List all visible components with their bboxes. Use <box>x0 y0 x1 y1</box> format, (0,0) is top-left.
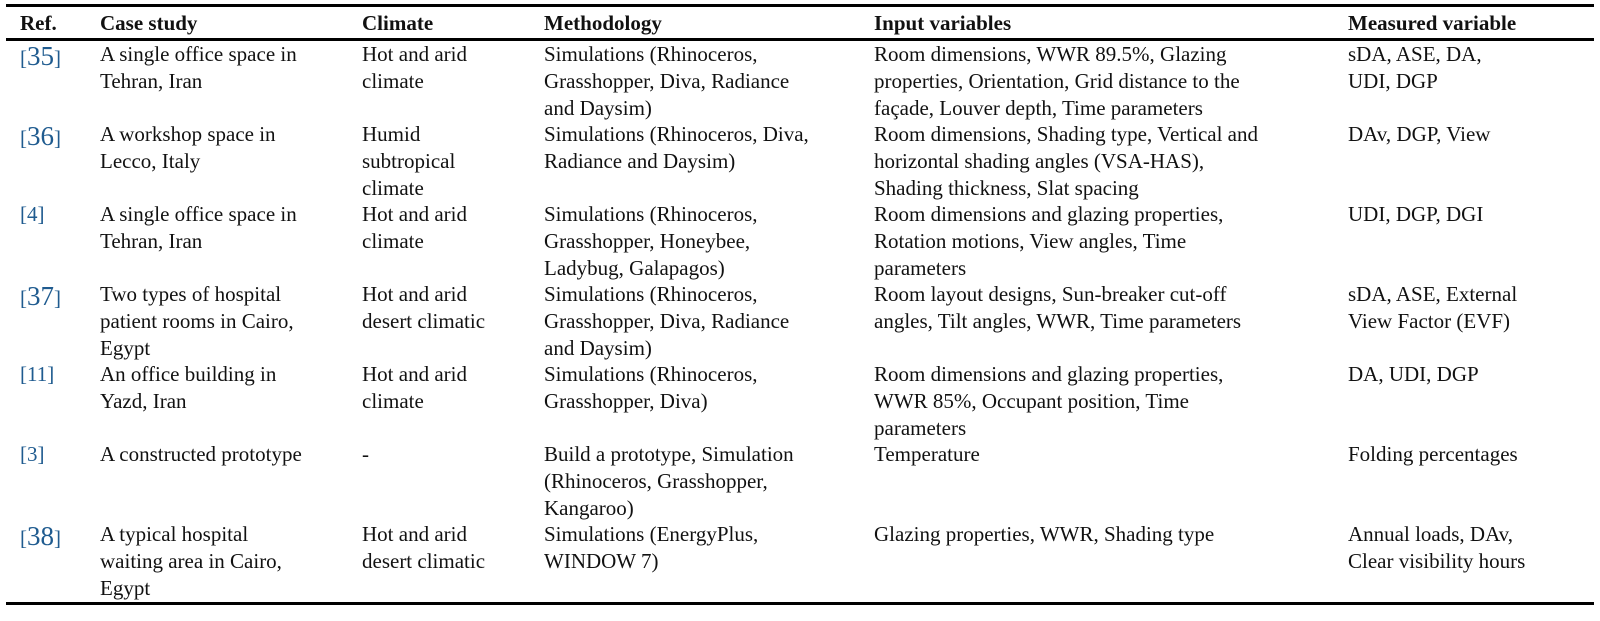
methodology-cell: Simulations (Rhinoceros, Grasshopper, Honeybee, Ladybug, Galapagos) <box>544 202 758 280</box>
methodology-cell: Simulations (Rhinoceros, Grasshopper, Diva, Radiance and Daysim) <box>544 282 790 360</box>
climate-cell: Hot and arid climate <box>362 362 467 413</box>
ref-link[interactable]: [11] <box>20 362 55 386</box>
case-study-cell: Two types of hospital patient rooms in Cairo, Egypt <box>100 282 294 360</box>
table-row <box>6 521 1594 601</box>
climate-cell: Hot and arid desert climatic <box>362 522 486 573</box>
measured-variable-cell: sDA, ASE, DA, UDI, DGP <box>1348 42 1482 93</box>
header-climate: Climate <box>362 11 434 35</box>
measured-variable-cell: DA, UDI, DGP <box>1348 362 1479 386</box>
ref-number[interactable]: 11 <box>27 362 48 386</box>
case-study-cell: A constructed prototype <box>100 442 302 466</box>
methodology-cell: Simulations (EnergyPlus, WINDOW 7) <box>544 522 759 573</box>
input-variables-cell: Temperature <box>874 442 980 466</box>
case-study-cell: A typical hospital waiting area in Cairo, Egypt <box>100 522 282 600</box>
methodology-cell: Simulations (Rhinoceros, Grasshopper, Diva) <box>544 362 758 413</box>
methodology-cell: Simulations (Rhinoceros, Grasshopper, Diva, Radiance and Daysim) <box>544 42 790 120</box>
measured-variable-cell: DAv, DGP, View <box>1348 122 1491 146</box>
measured-variable-cell: Annual loads, DAv, Clear visibility hours <box>1348 522 1526 573</box>
table-row <box>6 201 1594 281</box>
comparison-table <box>6 4 1594 605</box>
header-case-study: Case study <box>100 11 198 35</box>
ref-link[interactable]: [35] <box>20 41 61 71</box>
header-ref: Ref. <box>20 11 57 35</box>
ref-number[interactable]: 3 <box>27 442 38 466</box>
table-body <box>6 41 1594 601</box>
bottom-rule <box>6 602 1594 605</box>
ref-number[interactable]: 4 <box>27 202 38 226</box>
ref-link[interactable]: [4] <box>20 202 45 226</box>
header-input-variables: Input variables <box>874 11 1012 35</box>
table-row <box>6 281 1594 361</box>
table-row <box>6 361 1594 441</box>
ref-link[interactable]: [37] <box>20 281 61 311</box>
input-variables-cell: Room dimensions and glazing properties, WWR 85%, Occupant position, Time parameters <box>874 362 1224 440</box>
case-study-cell: A single office space in Tehran, Iran <box>100 42 297 93</box>
climate-cell: Hot and arid desert climatic <box>362 282 486 333</box>
measured-variable-cell: UDI, DGP, DGI <box>1348 202 1484 226</box>
ref-link[interactable]: [38] <box>20 521 61 551</box>
ref-number[interactable]: 35 <box>27 41 54 71</box>
header-row <box>6 7 1594 38</box>
ref-link[interactable]: [3] <box>20 442 45 466</box>
input-variables-cell: Glazing properties, WWR, Shading type <box>874 522 1215 546</box>
climate-cell: - <box>362 442 369 466</box>
climate-cell: Humid subtropical climate <box>362 122 456 200</box>
climate-cell: Hot and arid climate <box>362 42 467 93</box>
input-variables-cell: Room dimensions and glazing properties, Rotation motions, View angles, Time parameters <box>874 202 1224 280</box>
input-variables-cell: Room dimensions, WWR 89.5%, Glazing properties, Orientation, Grid distance to the façade, Louver depth, Time parameters <box>874 42 1240 120</box>
input-variables-cell: Room layout designs, Sun-breaker cut-off angles, Tilt angles, WWR, Time parameters <box>874 282 1242 333</box>
methodology-cell: Simulations (Rhinoceros, Diva, Radiance and Daysim) <box>544 122 809 173</box>
methodology-cell: Build a prototype, Simulation (Rhinoceros, Grasshopper, Kangaroo) <box>544 442 794 520</box>
case-study-cell: A workshop space in Lecco, Italy <box>100 122 276 173</box>
ref-link[interactable]: [36] <box>20 121 61 151</box>
ref-number[interactable]: 38 <box>27 521 54 551</box>
header-methodology: Methodology <box>544 11 662 35</box>
table-row <box>6 41 1594 121</box>
header-measured-variable: Measured variable <box>1348 11 1517 35</box>
table-row <box>6 121 1594 201</box>
case-study-cell: An office building in Yazd, Iran <box>100 362 277 413</box>
measured-variable-cell: Folding percentages <box>1348 442 1518 466</box>
climate-cell: Hot and arid climate <box>362 202 467 253</box>
measured-variable-cell: sDA, ASE, External View Factor (EVF) <box>1348 282 1518 333</box>
case-study-cell: A single office space in Tehran, Iran <box>100 202 297 253</box>
ref-number[interactable]: 36 <box>27 121 54 151</box>
table-row <box>6 441 1594 521</box>
ref-number[interactable]: 37 <box>27 281 54 311</box>
input-variables-cell: Room dimensions, Shading type, Vertical and horizontal shading angles (VSA-HAS), Shading thickness, Slat spacing <box>874 122 1258 200</box>
